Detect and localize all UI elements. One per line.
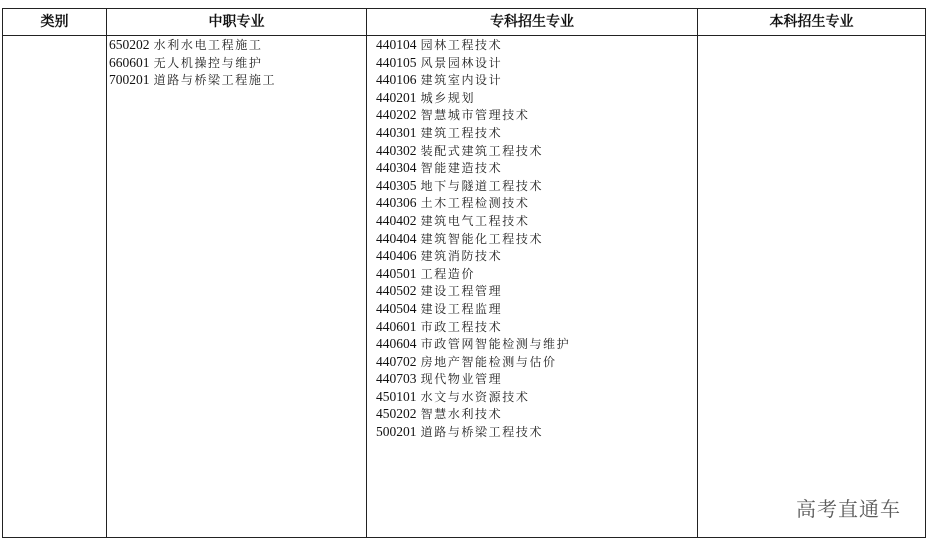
major-code: 440104 (376, 37, 417, 52)
major-code: 500201 (376, 424, 417, 440)
major-code: 440202 (376, 107, 417, 123)
secondary-majors-list (109, 37, 276, 90)
header-undergraduate-majors: 本科招生专业 (769, 14, 854, 30)
major-code: 440501 (376, 265, 417, 281)
list-item (376, 195, 570, 213)
major-code: 450101 (376, 388, 417, 404)
major-code: 440406 (376, 248, 417, 264)
list-item (376, 231, 570, 249)
major-name: 智慧水利技术 (420, 407, 503, 422)
list-item (376, 107, 570, 125)
major-name: 建筑电气工程技术 (420, 213, 530, 228)
major-code: 650202 (109, 37, 150, 52)
major-name: 智慧城市管理技术 (420, 108, 530, 123)
major-name: 风景园林设计 (420, 55, 503, 70)
list-item (376, 37, 570, 55)
major-code: 440504 (376, 300, 417, 316)
major-name: 市政工程技术 (420, 319, 503, 334)
table-header (3, 9, 925, 36)
major-code: 440306 (376, 195, 417, 211)
list-item (376, 178, 570, 196)
list-item (376, 213, 570, 231)
list-item (376, 72, 570, 90)
major-name: 建筑消防技术 (420, 249, 503, 264)
major-code: 440601 (376, 318, 417, 334)
major-code: 440301 (376, 124, 417, 140)
list-item (376, 55, 570, 73)
major-code: 440604 (376, 336, 417, 352)
major-name: 无人机操控与维护 (153, 55, 263, 70)
list-item (376, 160, 570, 178)
major-name: 道路与桥梁工程技术 (420, 425, 544, 440)
major-name: 建筑智能化工程技术 (420, 231, 544, 246)
watermark: 高考直通车 (796, 497, 901, 521)
list-item (376, 283, 570, 301)
list-item (376, 143, 570, 161)
major-name: 工程造价 (420, 266, 476, 281)
major-name: 水文与水资源技术 (420, 389, 530, 404)
major-code: 440302 (376, 142, 417, 158)
major-code: 440305 (376, 177, 417, 193)
list-item (376, 301, 570, 319)
list-item (109, 72, 276, 90)
column-divider (366, 9, 367, 537)
header-category: 类别 (40, 14, 69, 30)
list-item (376, 389, 570, 407)
column-divider (697, 9, 698, 537)
list-item (109, 55, 276, 73)
major-name: 地下与隧道工程技术 (420, 178, 544, 193)
major-name: 建设工程监理 (420, 301, 503, 316)
major-code: 440702 (376, 353, 417, 369)
header-secondary-majors: 中职专业 (208, 14, 265, 30)
column-divider (106, 9, 107, 537)
major-code: 440106 (376, 72, 417, 88)
major-name: 土木工程检测技术 (420, 196, 530, 211)
list-item (376, 424, 570, 442)
list-item (376, 248, 570, 266)
list-item (109, 37, 276, 55)
major-code: 660601 (109, 54, 150, 70)
major-name: 智能建造技术 (420, 161, 503, 176)
major-code: 440703 (376, 371, 417, 387)
major-name: 道路与桥梁工程施工 (153, 73, 277, 88)
major-code: 440502 (376, 283, 417, 299)
major-code: 440105 (376, 54, 417, 70)
major-name: 现代物业管理 (420, 372, 503, 387)
majors-table (2, 8, 926, 538)
major-name: 装配式建筑工程技术 (420, 143, 544, 158)
list-item (376, 371, 570, 389)
major-code: 450202 (376, 406, 417, 422)
major-code: 440404 (376, 230, 417, 246)
list-item (376, 319, 570, 337)
major-name: 城乡规划 (420, 90, 476, 105)
list-item (376, 354, 570, 372)
major-code: 440201 (376, 89, 417, 105)
header-junior-college-majors: 专科招生专业 (490, 14, 574, 30)
major-code: 700201 (109, 72, 150, 88)
major-code: 440304 (376, 160, 417, 176)
major-name: 建筑工程技术 (420, 125, 503, 140)
list-item (376, 266, 570, 284)
major-name: 市政管网智能检测与维护 (420, 337, 571, 352)
major-name: 房地产智能检测与估价 (420, 354, 557, 369)
major-name: 园林工程技术 (420, 38, 503, 52)
major-name: 建设工程管理 (420, 284, 503, 299)
list-item (376, 125, 570, 143)
list-item (376, 406, 570, 424)
list-item (376, 336, 570, 354)
major-name: 建筑室内设计 (420, 73, 503, 88)
list-item (376, 90, 570, 108)
major-name: 水利水电工程施工 (153, 38, 263, 52)
major-code: 440402 (376, 212, 417, 228)
junior-college-majors-list (376, 37, 570, 442)
